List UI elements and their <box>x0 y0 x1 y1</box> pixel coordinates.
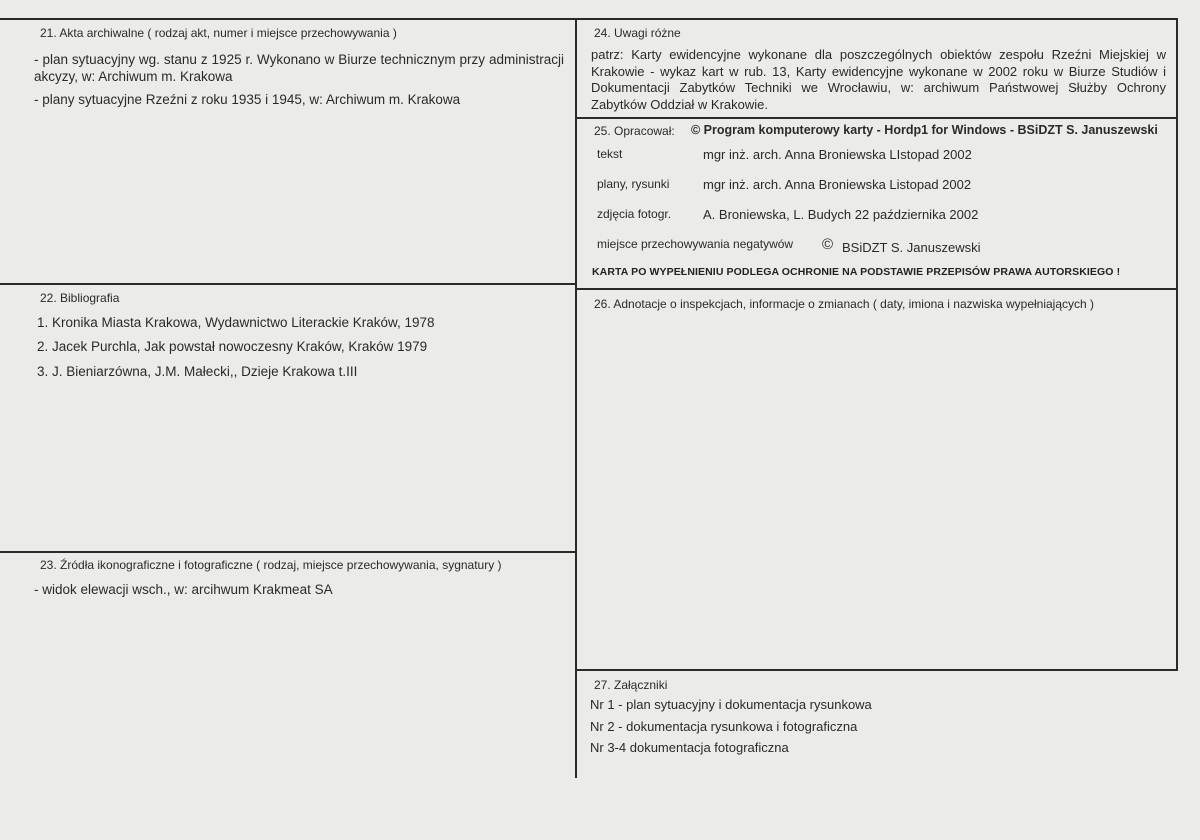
rule-26-27 <box>577 669 1178 671</box>
section-21-item-1: - plan sytuacyjny wg. stanu z 1925 r. Wykonano w Biurze technicznym przy administracji akcyzy, w: Archiwum m. Krakowa <box>34 52 564 84</box>
section-24-label: 24. Uwagi różne <box>594 26 681 40</box>
prepared-row-1-key: tekst <box>597 147 623 161</box>
prepared-row-3-value: A. Broniewska, L. Budych 22 października 2002 <box>703 207 979 222</box>
attachment-item-1: Nr 1 - plan sytuacyjny i dokumentacja rysunkowa <box>590 697 872 712</box>
top-rule <box>0 18 1178 20</box>
section-26-label: 26. Adnotacje o inspekcjach, informacje o zmianach ( daty, imiona i nazwiska wypełniających ) <box>594 297 1095 311</box>
prepared-row-2-value: mgr inż. arch. Anna Broniewska Listopad 2002 <box>703 177 972 192</box>
prepared-row-1-value: mgr inż. arch. Anna Broniewska LIstopad 2002 <box>703 147 972 162</box>
rule-22-23 <box>0 551 577 553</box>
bibliography-item-2: 2. Jacek Purchla, Jak powstał nowoczesny Kraków, Kraków 1979 <box>37 339 428 354</box>
section-25-label: 25. Opracował: <box>594 124 675 138</box>
program-credit: © Program komputerowy karty - Hordp1 for Windows - BSiDZT S. Januszewski <box>691 123 1158 137</box>
section-27-label: 27. Załączniki <box>594 678 668 692</box>
bibliography-item-1: 1. Kronika Miasta Krakowa, Wydawnictwo Literackie Kraków, 1978 <box>37 315 435 330</box>
negatives-location-label: miejsce przechowywania negatywów <box>597 237 794 251</box>
rule-21-22 <box>0 283 577 285</box>
section-23-label: 23. Źródła ikonograficzne i fotograficzne ( rodzaj, miejsce przechowywania, sygnatury ) <box>40 558 502 572</box>
attachment-item-2: Nr 2 - dokumentacja rysunkowa i fotograficzna <box>590 719 858 734</box>
bibliography-item-3: 3. J. Bieniarzówna, J.M. Małecki,, Dzieje Krakowa t.III <box>37 364 358 379</box>
prepared-row-2-key: plany, rysunki <box>597 177 670 191</box>
section-23-item-1: - widok elewacji wsch., w: arcihwum Krakmeat SA <box>34 582 333 597</box>
rule-24-25 <box>577 117 1178 119</box>
copyright-warning: KARTA PO WYPEŁNIENIU PODLEGA OCHRONIE NA PODSTAWIE PRZEPISÓW PRAWA AUTORSKIEGO ! <box>592 266 1121 278</box>
section-24-text: patrz: Karty ewidencyjne wykonane dla poszczególnych obiektów zespołu Rzeźni Miejskiej w Krakowie - wykaz kart w rub. 13, Karty ewidencyjne wykonane w 2002 roku w Biurze Studiów i Dokumentacji Zabytków Techniki we Wrocławiu, w: archiwum Państwowej Służby Ochrony Zabytków Oddział w Krakowie. <box>591 47 1166 112</box>
section-21-item-2: - plany sytuacyjne Rzeźni z roku 1935 i 1945, w: Archiwum m. Krakowa <box>34 92 461 107</box>
center-divider <box>575 18 577 778</box>
section-21-label: 21. Akta archiwalne ( rodzaj akt, numer i miejsce przechowywania ) <box>40 26 397 40</box>
section-22-label: 22. Bibliografia <box>40 291 120 305</box>
negatives-location-value: BSiDZT S. Januszewski <box>842 240 981 255</box>
attachment-item-3: Nr 3-4 dokumentacja fotograficzna <box>590 740 789 755</box>
rule-25-26 <box>577 288 1178 290</box>
prepared-row-3-key: zdjęcia fotogr. <box>597 207 672 221</box>
right-border <box>1176 18 1178 670</box>
copyright-icon: © <box>822 236 834 253</box>
